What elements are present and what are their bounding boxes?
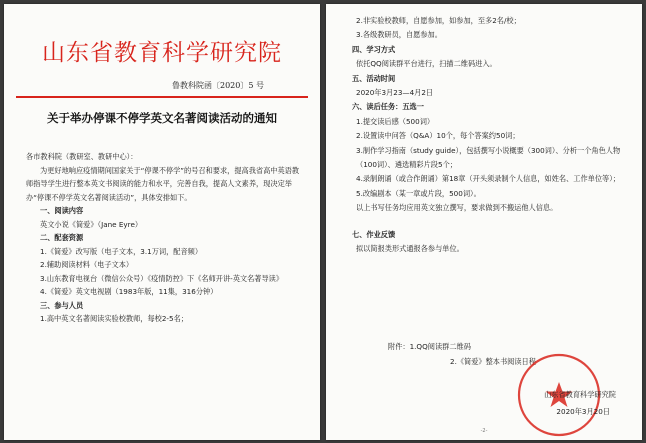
section-item: 3.山东教育电视台（微信公众号）《疫情防控》下《名师开讲-英文名著导读》 — [40, 273, 284, 283]
task-item: 1.提交读后感（500词） — [356, 116, 435, 126]
attachment-item: 2.《简爱》整本书阅读日程 — [450, 357, 536, 366]
notice-body — [26, 150, 304, 326]
attachment-item: 1.QQ阅读群二维码 — [409, 342, 471, 351]
section-item: 英文小说《简爱》（Jane Eyre） — [40, 219, 143, 229]
addressee: 各市教科院（教研室、教研中心）： — [26, 152, 138, 161]
task-item: 3.制作学习指南（study guide），包括撰写小说概要（300词）、分析一个角色人物（100词）、遴选精彩片段5个； — [356, 145, 621, 170]
participant-item: 2.非实验校教师，自愿参加，如参加，至多2名/校； — [356, 16, 521, 25]
letterhead-title: 山东省教育科学研究院 — [42, 40, 282, 66]
section-item: 2.辅助阅读材料（电子文本） — [40, 260, 134, 269]
section-item: 4.《简爱》英文电视剧（1983年版，11集，316分钟） — [40, 287, 218, 296]
letterhead-divider — [16, 96, 308, 98]
signing-organization: 山东省教育科学研究院 — [544, 390, 616, 399]
task-item: 4.录制朗诵（或合作朗诵）第18章（开头须录制个人信息，如姓名、工作单位等）； — [356, 174, 620, 184]
section-heading: 七、作业反馈 — [352, 229, 396, 239]
method-text: 依托QQ阅读群平台进行，扫描二维码进入。 — [356, 59, 497, 69]
time-text: 2020年3月23—4月2日 — [356, 88, 434, 98]
notice-body-continued — [352, 14, 626, 257]
section-heading: 二、配套资源 — [40, 233, 84, 242]
page-number: -2- — [480, 428, 488, 434]
attachments — [388, 339, 536, 369]
task-note: 以上书写任务均应用英文独立撰写，要求做到不搬运他人信息。 — [356, 203, 558, 213]
task-item: 2.设置读中问答（Q&A）10个，每个答案约50词； — [356, 131, 520, 141]
document-number: 鲁教科院函〔2020〕5 号 — [172, 81, 264, 90]
section-item: 1.高中英文名著阅读实验校教师，每校2-5名； — [40, 314, 188, 323]
section-heading: 四、学习方式 — [352, 44, 396, 54]
signing-date: 2020年3月20日 — [556, 407, 610, 416]
document-page-2 — [326, 4, 642, 440]
section-heading: 三、参与人员 — [40, 300, 84, 310]
task-item: 5.改编剧本（某一章或片段，500词）。 — [356, 188, 481, 198]
section-heading: 五、活动时间 — [352, 73, 396, 83]
document-page-1 — [4, 4, 320, 440]
section-heading: 六、读后任务：五选一 — [352, 102, 424, 112]
feedback-text: 拟以简报类形式通报各参与单位。 — [356, 244, 464, 254]
attachments-label: 附件： — [388, 342, 410, 351]
intro-paragraph: 为更好地响应疫情期间国家关于“停课不停学”的号召和要求，提高我省高中英语教师指导学生进行整本英文书阅读的能力和水平，完善自我，提高人文素养，现决定举办“停课不停学英文名著阅读活动”，具体安排如下。 — [26, 165, 300, 202]
section-item: 1.《简爱》改写版（电子文本，3.1万词，配音频） — [40, 246, 203, 256]
notice-title: 关于举办停课不停学英文名著阅读活动的通知 — [47, 111, 277, 125]
section-heading: 一、阅读内容 — [40, 206, 84, 215]
participant-item: 3.各级教研员，自愿参加。 — [356, 30, 442, 40]
